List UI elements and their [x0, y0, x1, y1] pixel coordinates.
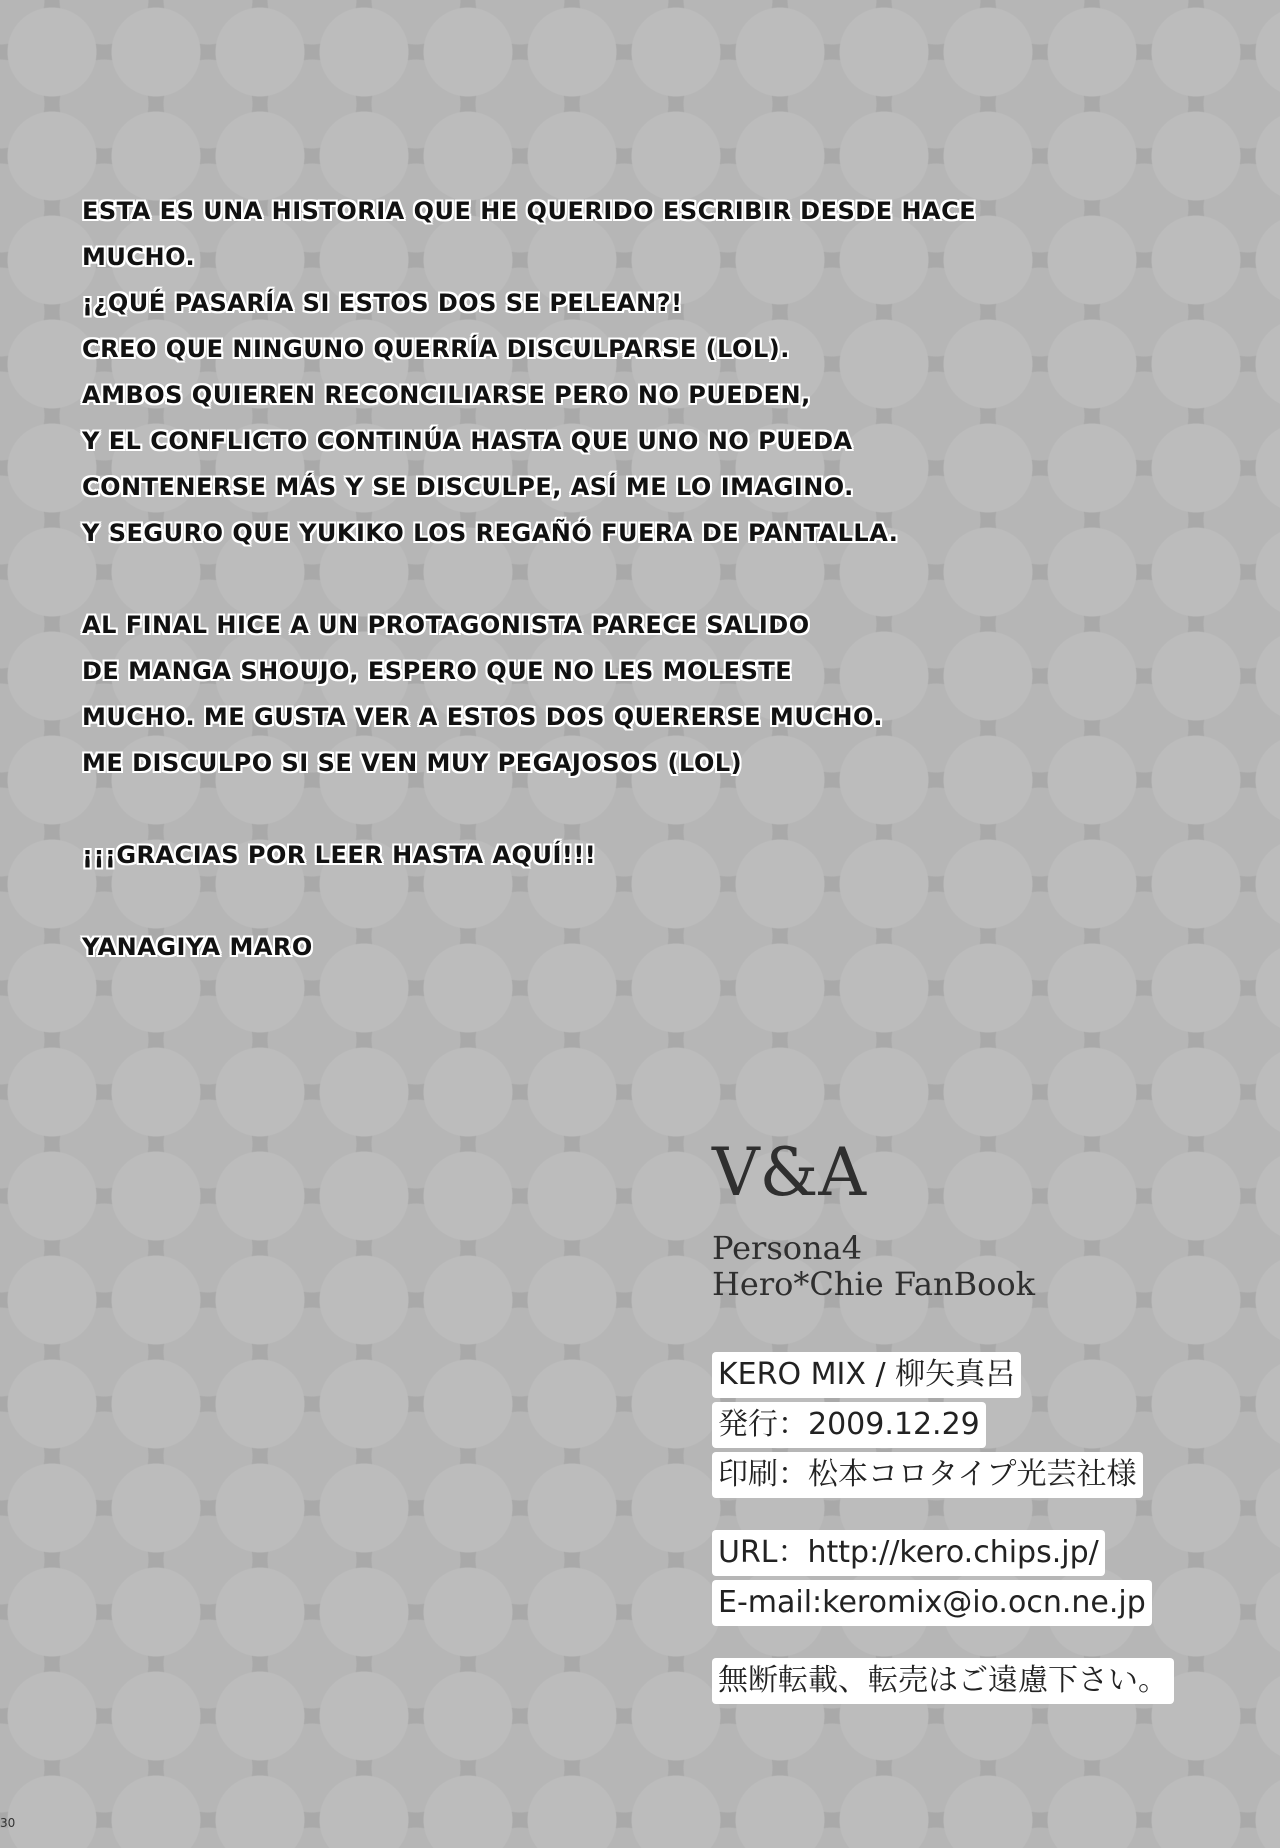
website-url: URL：http://kero.chips.jp/: [712, 1530, 1105, 1576]
afterword-line: ¡¿QUÉ PASARÍA SI ESTOS DOS SE PELEAN?!: [82, 289, 683, 317]
publication-info: [712, 1350, 1252, 1706]
paragraph-gap: [82, 786, 982, 832]
afterword-line: ESTA ES UNA HISTORIA QUE HE QUERIDO ESCRIBIR DESDE HACE MUCHO.: [82, 197, 977, 271]
printer: 印刷：松本コロタイプ光芸社様: [712, 1452, 1143, 1498]
afterword-line: DE MANGA SHOUJO, ESPERO QUE NO LES MOLESTE: [82, 657, 793, 685]
afterword-line: MUCHO. ME GUSTA VER A ESTOS DOS QUERERSE MUCHO.: [82, 703, 883, 731]
signature: YANAGIYA MARO: [82, 933, 313, 961]
info-gap: [712, 1628, 1252, 1656]
page-number: 30: [0, 1816, 16, 1830]
subtitle-line: Hero*Chie FanBook: [712, 1265, 1035, 1303]
thanks-line: ¡¡¡GRACIAS POR LEER HASTA AQUÍ!!!: [82, 841, 597, 869]
afterword-line: CONTENERSE MÁS Y SE DISCULPE, ASÍ ME LO IMAGINO.: [82, 473, 854, 501]
book-title: V&A: [712, 1134, 867, 1211]
reproduction-notice: 無断転載、転売はご遠慮下さい。: [712, 1658, 1174, 1704]
colophon: [712, 1134, 1252, 1706]
paragraph-gap: [82, 878, 982, 924]
book-subtitle: [712, 1230, 1252, 1302]
info-gap: [712, 1500, 1252, 1528]
afterword-line: Y EL CONFLICTO CONTINÚA HASTA QUE UNO NO PUEDA: [82, 427, 853, 455]
circle-author: KERO MIX / 柳矢真呂: [712, 1352, 1021, 1398]
afterword-line: Y SEGURO QUE YUKIKO LOS REGAÑÓ FUERA DE PANTALLA.: [82, 519, 899, 547]
publish-date: 発行：2009.12.29: [712, 1402, 986, 1448]
afterword-line: ME DISCULPO SI SE VEN MUY PEGAJOSOS (LOL): [82, 749, 743, 777]
afterword-line: AMBOS QUIEREN RECONCILIARSE PERO NO PUEDEN,: [82, 381, 811, 409]
afterword-line: CREO QUE NINGUNO QUERRÍA DISCULPARSE (LOL).: [82, 335, 790, 363]
afterword-text: [82, 188, 982, 970]
subtitle-line: Persona4: [712, 1229, 863, 1267]
paragraph-gap: [82, 556, 982, 602]
email-address: E-mail:keromix@io.ocn.ne.jp: [712, 1580, 1152, 1626]
afterword-line: AL FINAL HICE A UN PROTAGONISTA PARECE SALIDO: [82, 611, 810, 639]
